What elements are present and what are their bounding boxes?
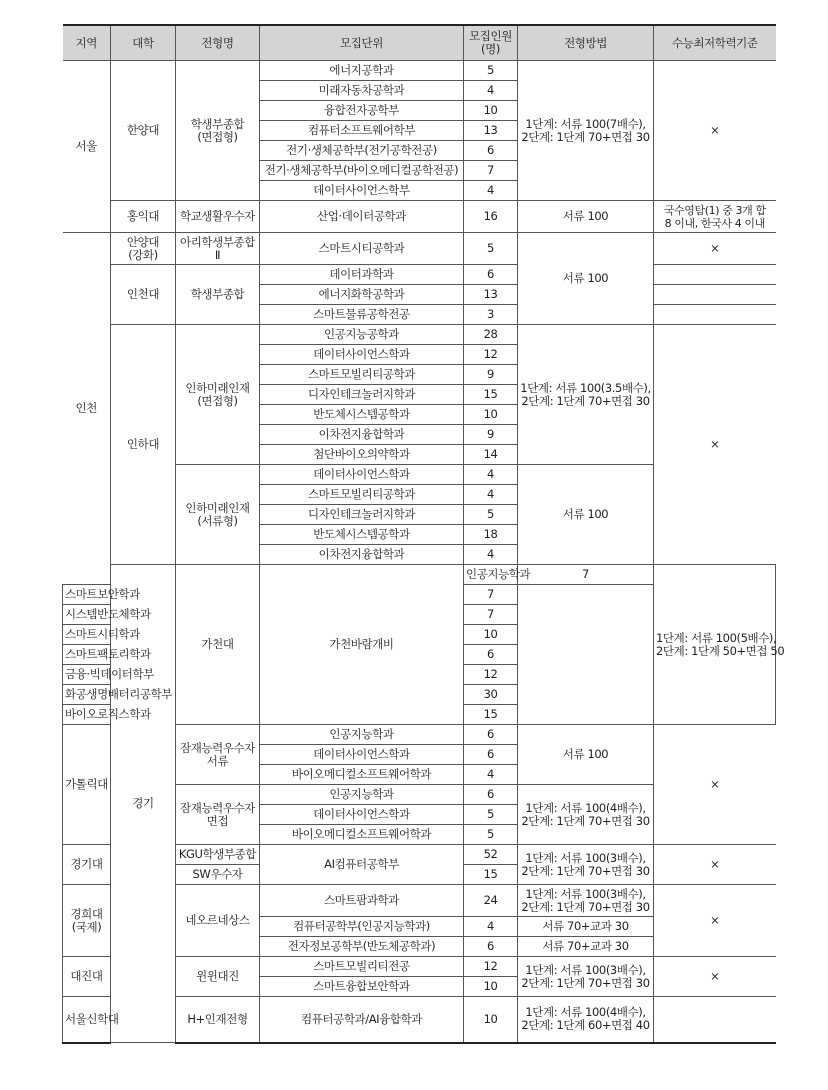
quota-cell: 6 (464, 725, 518, 745)
minimum-empty (654, 305, 776, 325)
method-catholic-document: 서류 100 (518, 725, 654, 785)
quota-cell: 3 (464, 305, 518, 325)
department-cell: 이차전지융합학과 (260, 545, 464, 565)
admission-line: (면접형) (197, 393, 238, 408)
region-seoul: 서울 (63, 61, 111, 233)
department-cell: 에너지공학과 (260, 61, 464, 81)
minimum-kyonggi: × (654, 845, 776, 885)
university-gachon: 가천대 (176, 565, 260, 725)
method-line: 2단계: 1단계 70+면접 30 (521, 899, 650, 914)
admission-line: 서류 (206, 753, 229, 768)
department-cell: 데이터과학과 (260, 265, 464, 285)
admission-kyonggi-sw: SW우수자 (176, 865, 260, 885)
quota-cell: 10 (464, 405, 518, 425)
quota-cell: 6 (464, 265, 518, 285)
method-kyonggi (518, 845, 654, 885)
minimum-catholic: × (654, 725, 776, 845)
minimum-line: 8 이내, 한국사 4 이내 (664, 216, 765, 230)
method-sts (518, 997, 654, 1043)
department-cell: 반도체시스템공학과 (260, 525, 464, 545)
department-cell: 전기·생체공학부(전기공학전공) (260, 141, 464, 161)
quota-cell: 15 (464, 385, 518, 405)
department-cell: 스마트모빌리티공학과 (260, 365, 464, 385)
university-hanyang: 한양대 (111, 61, 176, 201)
department-cell: 융합전자공학부 (260, 101, 464, 121)
admission-line: (서류형) (197, 513, 238, 528)
quota-cell: 12 (464, 345, 518, 365)
admission-catholic-interview (176, 785, 260, 845)
quota-cell: 5 (464, 825, 518, 845)
admission-inha-interview (176, 325, 260, 465)
department-cell: 금융·빅데이터학부 (63, 665, 111, 685)
header-minimum: 수능최저학력기준 (654, 25, 776, 61)
method-line: 1단계: 서류 100(3배수), (525, 850, 646, 865)
department-cell: 디자인테크놀러지학과 (260, 385, 464, 405)
department-cell: 화공생명배터리공학부 (63, 685, 111, 705)
quota-cell: 9 (464, 425, 518, 445)
university-line: (국제) (71, 919, 102, 934)
department-cell: 컴퓨터소프트웨어학부 (260, 121, 464, 141)
quota-cell: 6 (464, 141, 518, 161)
minimum-line: 국수영탐(1) 중 3개 합 (663, 203, 766, 217)
department-cell: 시스템반도체학과 (63, 605, 111, 625)
department-cell: 미래자동차공학과 (260, 81, 464, 101)
header-department: 모집단위 (260, 25, 464, 61)
quota-cell: 24 (464, 885, 518, 917)
method-line: 2단계: 1단계 70+면접 30 (521, 129, 650, 144)
department-cell: 데이터사이언스학과 (260, 465, 464, 485)
quota-cell: 5 (464, 805, 518, 825)
quota-cell: 6 (464, 645, 518, 665)
department-cell: 에너지화학공학과 (260, 285, 464, 305)
department-cell: 스마트팩토리학과 (63, 645, 111, 665)
department-cell: 전기·생체공학부(바이오메디컬공학전공) (260, 161, 464, 181)
admission-sts: H+인재전형 (176, 997, 260, 1043)
quota-cell: 4 (464, 917, 518, 937)
quota-cell: 13 (464, 121, 518, 141)
method-khu-c: 서류 70+교과 30 (518, 937, 654, 957)
minimum-khu: × (654, 885, 776, 957)
university-line: 안양대 (126, 234, 160, 249)
university-inha: 인하대 (111, 325, 176, 565)
university-khu (63, 885, 111, 957)
region-gyeonggi: 경기 (111, 565, 176, 1043)
admission-line: 인하미래인재 (185, 380, 250, 395)
table-row (63, 233, 776, 265)
department-cell: 바이오로직스학과 (63, 705, 111, 725)
quota-cell: 4 (464, 181, 518, 201)
quota-cell: 4 (464, 465, 518, 485)
department-cell: 스마트물류공학전공 (260, 305, 464, 325)
department-cell: 스마트보안학과 (63, 585, 111, 605)
quota-cell: 28 (464, 325, 518, 345)
table-row (63, 201, 776, 233)
minimum-daejin: × (654, 957, 776, 997)
method-line: 1단계: 서류 100(7배수), (525, 116, 646, 131)
quota-cell: 6 (464, 937, 518, 957)
quota-cell: 12 (464, 957, 518, 977)
quota-cell: 14 (464, 445, 518, 465)
university-catholic: 가톨릭대 (63, 725, 111, 845)
department-cell: AI컴퓨터공학부 (260, 845, 464, 885)
quota-cell: 4 (464, 81, 518, 101)
department-cell: 데이터사이언스학부 (260, 181, 464, 201)
department-cell: 데이터사이언스학과 (260, 805, 464, 825)
department-cell: 컴퓨터공학부(인공지능학과) (260, 917, 464, 937)
quota-cell: 7 (464, 585, 518, 605)
admission-line: 학생부종합 (190, 116, 245, 131)
department-cell: 전자정보공학부(반도체공학과) (260, 937, 464, 957)
quota-cell: 5 (464, 233, 518, 265)
minimum-inha: × (654, 325, 776, 565)
method-line: 2단계: 1단계 60+면접 40 (521, 1018, 650, 1033)
quota-cell: 5 (464, 61, 518, 81)
quota-cell: 5 (464, 505, 518, 525)
quota-cell: 4 (464, 545, 518, 565)
university-daejin: 대진대 (63, 957, 111, 997)
department-cell: 디자인테크놀러지학과 (260, 505, 464, 525)
quota-cell: 7 (464, 161, 518, 181)
header-university: 대학 (111, 25, 176, 61)
department-cell: 스마트융합보안학과 (260, 977, 464, 997)
admission-line: (면접형) (197, 129, 238, 144)
minimum-sts (654, 997, 776, 1043)
admission-khu: 네오르네상스 (176, 885, 260, 957)
quota-cell: 18 (464, 525, 518, 545)
admission-line: 인하미래인재 (185, 500, 250, 515)
minimum-anyang: × (654, 233, 776, 265)
department-cell: 스마트시티공학과 (260, 233, 464, 265)
department-cell: 컴퓨터공학과/AI융합학과 (260, 997, 464, 1043)
method-line: 1단계: 서류 100(3배수), (525, 962, 646, 977)
quota-cell: 10 (464, 101, 518, 121)
department-cell: 인공지능학과 (260, 785, 464, 805)
method-inha-document: 서류 100 (518, 465, 654, 565)
minimum-hongik (654, 201, 776, 233)
quota-cell: 7 (518, 565, 654, 585)
quota-cell: 9 (464, 365, 518, 385)
admission-line: 잠재능력우수자 (180, 740, 255, 755)
department-cell: 스마트모빌리티전공 (260, 957, 464, 977)
university-sts: 서울신학대 (63, 997, 111, 1043)
department-cell: 인공지능학과 (260, 725, 464, 745)
university-incheon: 인천대 (111, 265, 176, 325)
header-admission: 전형명 (176, 25, 260, 61)
method-gachon (654, 565, 785, 725)
university-kyonggi: 경기대 (63, 845, 111, 885)
department-cell: 스마트시티학과 (63, 625, 111, 645)
minimum-hanyang: × (654, 61, 776, 201)
quota-cell: 4 (464, 765, 518, 785)
admission-line: 잠재능력우수자 (180, 800, 255, 815)
header-region: 지역 (63, 25, 111, 61)
method-inha-interview (518, 325, 654, 465)
method-anyang-incheon: 서류 100 (518, 233, 654, 325)
department-cell: 스마트팜과학과 (260, 885, 464, 917)
university-line: 경희대 (70, 906, 103, 921)
header-quota (464, 25, 518, 61)
admission-daejin: 윈윈대진 (176, 957, 260, 997)
department-cell: 데이터사이언스학과 (260, 345, 464, 365)
department-cell: 이차전지융합학과 (260, 425, 464, 445)
table-row (63, 325, 776, 345)
admission-hanyang (176, 61, 260, 201)
admission-table (62, 24, 785, 1044)
department-cell: 반도체시스템공학과 (260, 405, 464, 425)
header-quota-line1: 모집인원 (469, 29, 512, 43)
quota-cell: 52 (464, 845, 518, 865)
method-line: 1단계: 서류 100(3배수), (525, 886, 646, 901)
admission-catholic-document (176, 725, 260, 785)
quota-cell: 30 (464, 685, 518, 705)
header-method: 전형방법 (518, 25, 654, 61)
quota-cell: 15 (464, 865, 518, 885)
admission-line: 아리학생부종합 (180, 234, 255, 249)
quota-cell: 4 (464, 485, 518, 505)
method-line: 1단계: 서류 100(4배수), (525, 800, 646, 815)
university-anyang (111, 233, 176, 265)
method-line: 2단계: 1단계 70+면접 30 (521, 813, 650, 828)
department-cell: 바이오메디컬소프트웨어학과 (260, 765, 464, 785)
method-catholic-interview (518, 785, 654, 845)
region-incheon: 인천 (63, 233, 111, 585)
method-line: 1단계: 서류 100(4배수), (525, 1005, 646, 1020)
department-cell: 스마트모빌리티공학과 (260, 485, 464, 505)
admission-kyonggi-kgu: KGU학생부종합 (176, 845, 260, 865)
quota-cell: 10 (464, 997, 518, 1043)
quota-cell: 6 (464, 785, 518, 805)
method-line: 1단계: 서류 100(3.5배수), (520, 380, 651, 395)
method-line: 2단계: 1단계 70+면접 30 (521, 863, 650, 878)
table-row (63, 565, 776, 585)
university-line: (강화) (128, 247, 158, 262)
admission-incheon: 학생부종합 (176, 265, 260, 325)
method-hanyang (518, 61, 654, 201)
minimum-empty (654, 265, 776, 285)
quota-cell: 15 (464, 705, 518, 725)
quota-cell: 16 (464, 201, 518, 233)
admission-hongik: 학교생활우수자 (176, 201, 260, 233)
department-cell: 인공지능공학과 (260, 325, 464, 345)
method-line: 2단계: 1단계 70+면접 30 (521, 393, 650, 408)
quota-cell: 10 (464, 625, 518, 645)
admission-gachon: 가천바람개비 (260, 565, 464, 725)
admission-line: 면접 (206, 813, 229, 828)
university-hongik: 홍익대 (111, 201, 176, 233)
admission-anyang (176, 233, 260, 265)
department-cell: 산업·데이터공학과 (260, 201, 464, 233)
department-cell: 인공지능학과 (464, 565, 518, 585)
method-line: 2단계: 1단계 70+면접 30 (521, 975, 650, 990)
minimum-empty (654, 285, 776, 305)
table-row (63, 61, 776, 81)
department-cell: 데이터사이언스학과 (260, 745, 464, 765)
admission-line: Ⅱ (214, 247, 221, 262)
quota-cell: 10 (464, 977, 518, 997)
quota-cell: 6 (464, 745, 518, 765)
method-khu-a (518, 885, 654, 917)
quota-cell: 7 (464, 605, 518, 625)
method-khu-b: 서류 70+교과 30 (518, 917, 654, 937)
method-daejin (518, 957, 654, 997)
method-line: 1단계: 서류 100(5배수), (656, 630, 777, 645)
department-cell: 첨단바이오의약학과 (260, 445, 464, 465)
method-hongik: 서류 100 (518, 201, 654, 233)
table-row (63, 265, 776, 285)
method-line: 2단계: 1단계 50+면접 50 (656, 643, 785, 658)
header-quota-line2: (명) (481, 42, 500, 56)
admission-inha-document (176, 465, 260, 565)
quota-cell: 13 (464, 285, 518, 305)
quota-cell: 12 (464, 665, 518, 685)
department-cell: 바이오메디컬소프트웨어학과 (260, 825, 464, 845)
